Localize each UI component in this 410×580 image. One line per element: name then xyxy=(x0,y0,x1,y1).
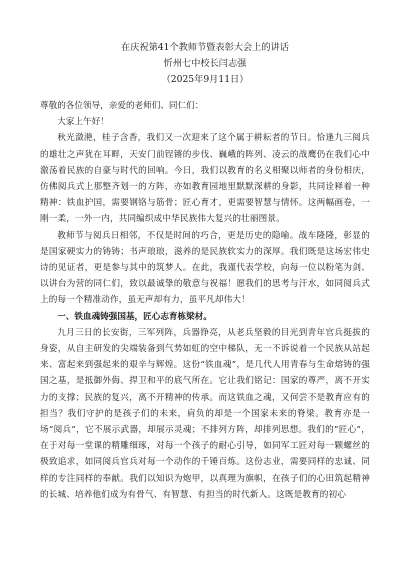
document-header xyxy=(40,40,370,88)
speech-body xyxy=(40,98,370,503)
speech-title: 在庆祝第41个教师节暨表彰大会上的讲话 xyxy=(121,42,289,53)
greeting: 大家上午好！ xyxy=(57,117,109,128)
paragraph: 秋光潋滟，桂子含香，我们又一次迎来了这个属于耕耘者的节日。恰逢九三阅兵的雄壮之声犹在耳畔，天安门前锃锵的步伐、巍峨的阵列、凌云的战鹰仍在我们心中激荡着民族的自豪与时代的回响。今日，我们以教育的名义相聚以师者的身份相庆，仿佛阅兵式上那整齐划一的方阵，亦如教育园地里默默深耕的身影，共同诠释着一种精神：铁血护国，需要钢铬与筋骨；匠心育才，更需要智慧与情怀。这两幅画卷，一刚一柔，一外一内，共同编织成中华民族伟大复兴的壮丽图景。 xyxy=(40,133,370,225)
speech-date: （2025年9月11日） xyxy=(161,74,249,85)
speaker-line: 忻州七中校长闫志强 xyxy=(163,58,247,69)
salutation: 尊敬的各位领导，亲爱的老师们、同仁们： xyxy=(40,101,204,111)
paragraph: 教师节与阅兵日相邻，不仅是时间的巧合，更是历史的隐喻。战车隆隆，彰显的是国家硬实力的铸铸；书声琅琅，滋养的是民族软实力的深厚。我们既是这场宏伟史诗的见证者，更是参与其中的筑梦人。在此，我谨代表学校，向每一位以粉笔为剑、以讲台为营的同仁们，致以最诚挚的敬意与祝福！愿我们的思考与汗水，如同阅兵式上的每一个精准动作，虽无声却有力，虽平凡却伟大！ xyxy=(40,230,370,306)
paragraph: 九月三日的长安街，三军列阵，兵器铮亮，从老兵坚毅的目光到青年官兵挺拔的身姿，从自主研发的尖端装备到气势如虹的空中梯队，无一不诉说着一个民族从站起来、富起来到强起来的艰辛与辉煌。这份“铁血魂”，是几代人用青春与生命熔铸的强国之基，是抵御外侮、捍卫和平的底气所在。它让我们铭记：国家的尊严，离不开实力的支撑；民族的复兴，离不开精神的传承。而这铁血之魂，又何尝不是教育应有的担当？我们守护的是孩子们的未来，肩负的却是一个国家未来的脊梁。教育亦是一场“阅兵”，它不展示武器，却展示灵魂；不排列方阵，却排列思想。我们的“匠心”，在于对每一堂课的精雕细琢，对每一个孩子的耐心引导，如同军工匠对每一颗螺丝的极致追求，如同阅兵官兵对每一个动作的千锤百炼。这份志业，需要同样的忠诚、同样的专注同样的奉献。我们以知识为炮甲，以真理为旗帜，在孩子们的心田筑起精神的长城、培养他们成为有骨气、有智慧、有担当的时代新人。这既是教育的初心 xyxy=(40,327,370,500)
section-heading: 一、铁血魂铸强国基，匠心志育栋梁材。 xyxy=(57,311,212,322)
